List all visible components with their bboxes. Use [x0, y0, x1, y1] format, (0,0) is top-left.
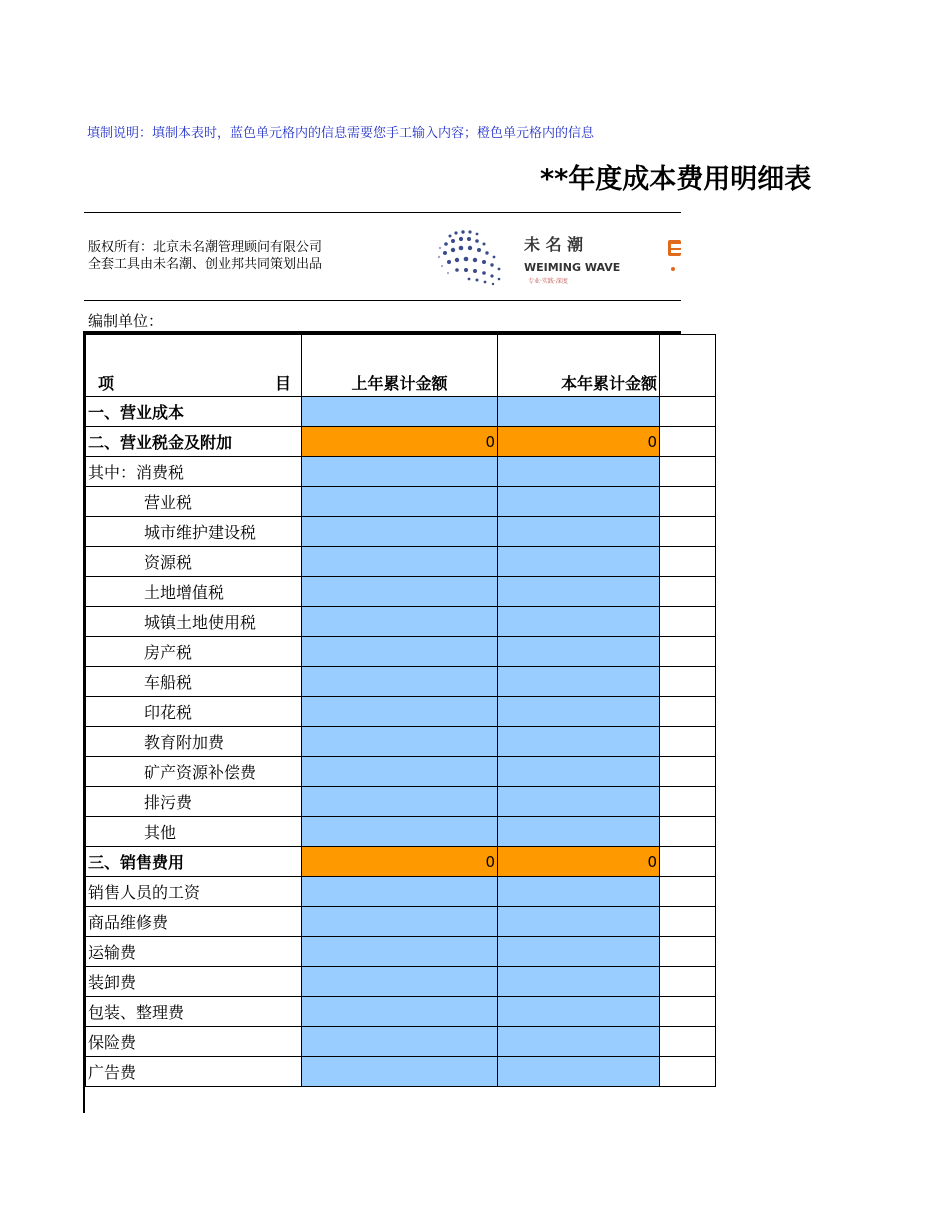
extra-cell[interactable] [660, 847, 716, 877]
input-cell-prev-year[interactable] [302, 547, 498, 577]
row-label: 资源税 [86, 547, 302, 577]
input-cell-this-year[interactable] [498, 667, 660, 697]
input-cell-prev-year[interactable] [302, 487, 498, 517]
extra-cell[interactable] [660, 877, 716, 907]
input-cell-this-year[interactable] [498, 547, 660, 577]
chuangyebang-logo [664, 234, 681, 276]
input-cell-this-year[interactable] [498, 697, 660, 727]
input-cell-prev-year[interactable] [302, 967, 498, 997]
extra-cell[interactable] [660, 517, 716, 547]
formula-cell-this-year[interactable]: 0 [498, 847, 660, 877]
input-cell-this-year[interactable] [498, 607, 660, 637]
chuangyebang-icon [664, 234, 681, 276]
row-label: 保险费 [86, 1027, 302, 1057]
table-row [86, 1027, 716, 1057]
table-row [86, 817, 716, 847]
row-label: 排污费 [86, 787, 302, 817]
input-cell-this-year[interactable] [498, 997, 660, 1027]
header-this-year: 本年累计金额 [498, 335, 660, 397]
extra-cell[interactable] [660, 607, 716, 637]
extra-cell[interactable] [660, 817, 716, 847]
table-header-row [86, 335, 716, 397]
input-cell-this-year[interactable] [498, 757, 660, 787]
input-cell-this-year[interactable] [498, 517, 660, 547]
divider-bottom [84, 300, 681, 301]
table-row [86, 847, 716, 877]
extra-cell[interactable] [660, 787, 716, 817]
weiming-wave-logo [436, 226, 621, 290]
input-cell-prev-year[interactable] [302, 907, 498, 937]
input-cell-this-year[interactable] [498, 967, 660, 997]
extra-cell[interactable] [660, 637, 716, 667]
extra-cell[interactable] [660, 697, 716, 727]
instructions-note: 填制说明：填制本表时，蓝色单元格内的信息需要您手工输入内容；橙色单元格内的信息 [87, 126, 595, 141]
row-label: 装卸费 [86, 967, 302, 997]
input-cell-prev-year[interactable] [302, 1057, 498, 1087]
input-cell-this-year[interactable] [498, 1057, 660, 1087]
input-cell-this-year[interactable] [498, 817, 660, 847]
cost-table [83, 331, 681, 1113]
input-cell-prev-year[interactable] [302, 517, 498, 547]
row-label: 城市维护建设税 [86, 517, 302, 547]
input-cell-this-year[interactable] [498, 787, 660, 817]
row-label: 包装、整理费 [86, 997, 302, 1027]
svg-text:专业·实践·深度: 专业·实践·深度 [528, 278, 568, 285]
input-cell-prev-year[interactable] [302, 997, 498, 1027]
table-row [86, 547, 716, 577]
divider-top [84, 212, 681, 213]
input-cell-prev-year[interactable] [302, 397, 498, 427]
extra-cell[interactable] [660, 547, 716, 577]
page-title: **年度成本费用明细表 [540, 164, 812, 195]
extra-cell[interactable] [660, 427, 716, 457]
input-cell-prev-year[interactable] [302, 727, 498, 757]
extra-cell[interactable] [660, 667, 716, 697]
header-prev-year: 上年累计金额 [302, 335, 498, 397]
row-label: 运输费 [86, 937, 302, 967]
extra-cell[interactable] [660, 907, 716, 937]
input-cell-prev-year[interactable] [302, 757, 498, 787]
input-cell-this-year[interactable] [498, 397, 660, 427]
wave-dots-icon [436, 226, 621, 290]
row-label: 教育附加费 [86, 727, 302, 757]
formula-cell-this-year[interactable]: 0 [498, 427, 660, 457]
extra-cell[interactable] [660, 937, 716, 967]
table-row [86, 607, 716, 637]
input-cell-prev-year[interactable] [302, 787, 498, 817]
header-item: 项 目 [86, 335, 302, 397]
input-cell-prev-year[interactable] [302, 1027, 498, 1057]
row-label: 销售人员的工资 [86, 877, 302, 907]
table-row [86, 937, 716, 967]
extra-cell[interactable] [660, 577, 716, 607]
row-label: 三、销售费用 [86, 847, 302, 877]
row-label: 二、营业税金及附加 [86, 427, 302, 457]
input-cell-this-year[interactable] [498, 487, 660, 517]
input-cell-this-year[interactable] [498, 907, 660, 937]
extra-cell[interactable] [660, 757, 716, 787]
table-row [86, 787, 716, 817]
extra-cell[interactable] [660, 457, 716, 487]
row-label: 其他 [86, 817, 302, 847]
table-row [86, 997, 716, 1027]
row-label: 车船税 [86, 667, 302, 697]
table-row [86, 877, 716, 907]
input-cell-prev-year[interactable] [302, 637, 498, 667]
input-cell-prev-year[interactable] [302, 937, 498, 967]
input-cell-this-year[interactable] [498, 1027, 660, 1057]
extra-cell[interactable] [660, 997, 716, 1027]
row-label: 营业税 [86, 487, 302, 517]
input-cell-this-year[interactable] [498, 577, 660, 607]
input-cell-prev-year[interactable] [302, 817, 498, 847]
table-row [86, 1057, 716, 1087]
unit-label: 编制单位： [88, 312, 164, 330]
row-label: 其中：消费税 [86, 457, 302, 487]
input-cell-this-year[interactable] [498, 457, 660, 487]
formula-cell-prev-year[interactable]: 0 [302, 427, 498, 457]
table-row [86, 427, 716, 457]
extra-cell[interactable] [660, 1027, 716, 1057]
table-row [86, 517, 716, 547]
table-row [86, 727, 716, 757]
table-row [86, 757, 716, 787]
table-row [86, 967, 716, 997]
row-label: 印花税 [86, 697, 302, 727]
row-label: 土地增值税 [86, 577, 302, 607]
extra-cell[interactable] [660, 967, 716, 997]
header-extra [660, 335, 716, 397]
extra-cell[interactable] [660, 397, 716, 427]
table-row [86, 637, 716, 667]
input-cell-prev-year[interactable] [302, 457, 498, 487]
input-cell-prev-year[interactable] [302, 697, 498, 727]
formula-cell-prev-year[interactable]: 0 [302, 847, 498, 877]
input-cell-this-year[interactable] [498, 937, 660, 967]
svg-text:未 名 潮: 未 名 潮 [524, 235, 584, 254]
input-cell-prev-year[interactable] [302, 607, 498, 637]
table-row [86, 397, 716, 427]
row-label: 矿产资源补偿费 [86, 757, 302, 787]
extra-cell[interactable] [660, 727, 716, 757]
table-row [86, 487, 716, 517]
input-cell-this-year[interactable] [498, 727, 660, 757]
input-cell-prev-year[interactable] [302, 877, 498, 907]
input-cell-this-year[interactable] [498, 877, 660, 907]
input-cell-prev-year[interactable] [302, 577, 498, 607]
row-label: 房产税 [86, 637, 302, 667]
row-label: 广告费 [86, 1057, 302, 1087]
extra-cell[interactable] [660, 1057, 716, 1087]
row-label: 一、营业成本 [86, 397, 302, 427]
table-row [86, 667, 716, 697]
table-row [86, 697, 716, 727]
row-label: 城镇土地使用税 [86, 607, 302, 637]
table-row [86, 457, 716, 487]
input-cell-prev-year[interactable] [302, 667, 498, 697]
row-label: 商品维修费 [86, 907, 302, 937]
table-row [86, 907, 716, 937]
extra-cell[interactable] [660, 487, 716, 517]
table-row [86, 577, 716, 607]
copyright-line-2: 全套工具由未名潮、创业邦共同策划出品 [88, 257, 323, 272]
copyright-line-1: 版权所有：北京未名潮管理顾问有限公司 [88, 240, 323, 255]
input-cell-this-year[interactable] [498, 637, 660, 667]
svg-text:WEIMING WAVE: WEIMING WAVE [524, 261, 621, 274]
